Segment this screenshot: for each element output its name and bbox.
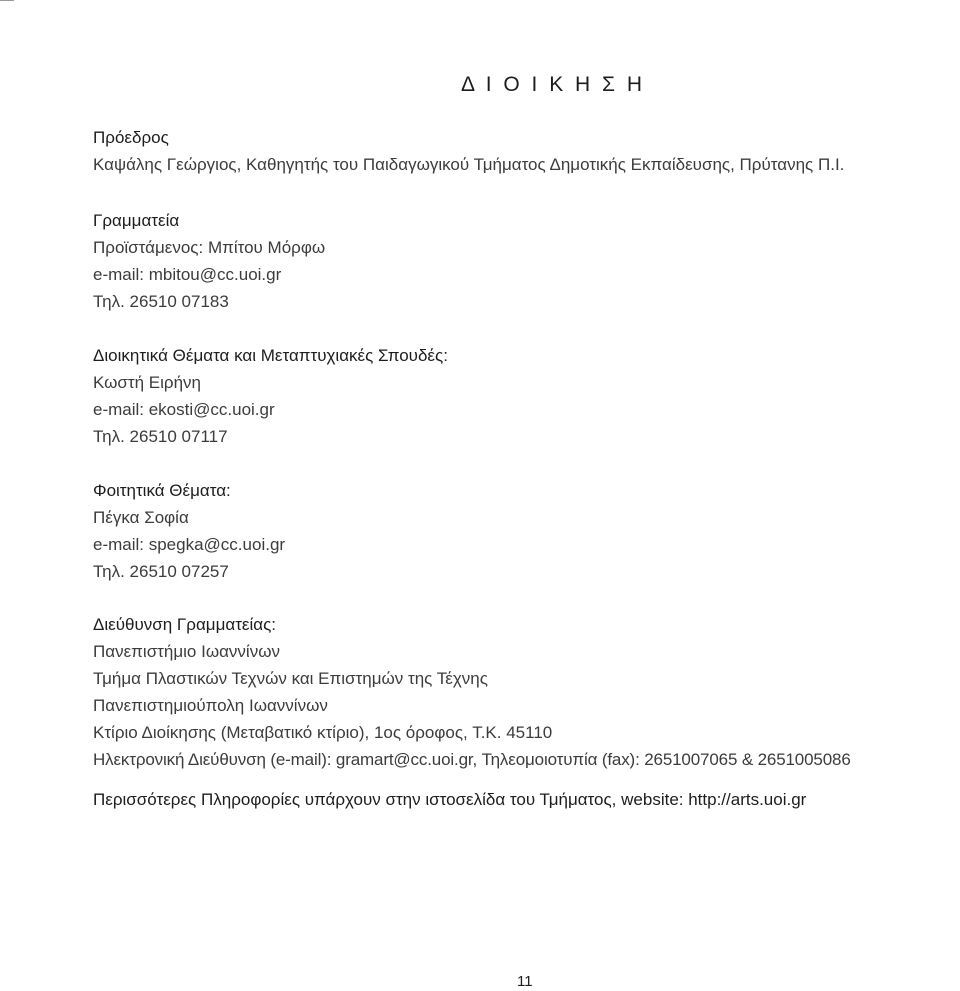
address-section bbox=[93, 611, 851, 773]
address-line-1: Πανεπιστήμιο Ιωαννίνων bbox=[93, 642, 280, 661]
address-heading: Διεύθυνση Γραμματείας: bbox=[93, 615, 277, 634]
secretariat-email: e-mail: mbitou@cc.uoi.gr bbox=[93, 265, 282, 284]
admin-phone: Τηλ. 26510 07117 bbox=[93, 427, 228, 446]
president-text: Καψάλης Γεώργιος, Καθηγητής του Παιδαγωγικού Τμήματος Δημοτικής Εκπαίδευσης, Πρύτανης Π.Ι. bbox=[93, 155, 845, 174]
admin-email: e-mail: ekosti@cc.uoi.gr bbox=[93, 400, 275, 419]
president-heading: Πρόεδρος bbox=[93, 128, 169, 147]
student-heading: Φοιτητικά Θέματα: bbox=[93, 481, 231, 500]
address-line-3: Πανεπιστημιούπολη Ιωαννίνων bbox=[93, 696, 328, 715]
more-info-text: Περισσότερες Πληροφορίες υπάρχουν στην ιστοσελίδα του Τμήματος, website: http://arts.uoi.gr bbox=[93, 790, 807, 809]
student-name: Πέγκα Σοφία bbox=[93, 508, 189, 527]
admin-name: Κωστή Ειρήνη bbox=[93, 373, 201, 392]
student-phone: Τηλ. 26510 07257 bbox=[93, 562, 229, 581]
address-line-2: Τμήμα Πλαστικών Τεχνών και Επιστημών της Τέχνης bbox=[93, 669, 488, 688]
page-number: 11 bbox=[517, 973, 533, 990]
secretariat-heading: Γραμματεία bbox=[93, 211, 180, 230]
secretariat-phone: Τηλ. 26510 07183 bbox=[93, 292, 229, 311]
student-section bbox=[93, 477, 285, 585]
admin-heading: Διοικητικά Θέματα και Μεταπτυχιακές Σπουδές: bbox=[93, 346, 448, 365]
address-line-4: Κτίριο Διοίκησης (Μεταβατικό κτίριο), 1ος όροφος, Τ.Κ. 45110 bbox=[93, 723, 553, 742]
secretariat-head-of: Προϊστάμενος: Μπίτου Μόρφω bbox=[93, 238, 326, 257]
admin-section bbox=[93, 342, 448, 450]
student-email: e-mail: spegka@cc.uoi.gr bbox=[93, 535, 286, 554]
president-section bbox=[93, 124, 844, 178]
page-title: Δ Ι Ο Ι Κ Η Σ Η bbox=[461, 73, 646, 96]
corner-mark bbox=[0, 0, 14, 1]
secretariat-section bbox=[93, 207, 325, 315]
address-line-5: Ηλεκτρονική Διεύθυνση (e-mail): gramart@cc.uoi.gr, Τηλεομοιοτυπία (fax): 2651007065 & 2651005086 bbox=[93, 750, 851, 769]
